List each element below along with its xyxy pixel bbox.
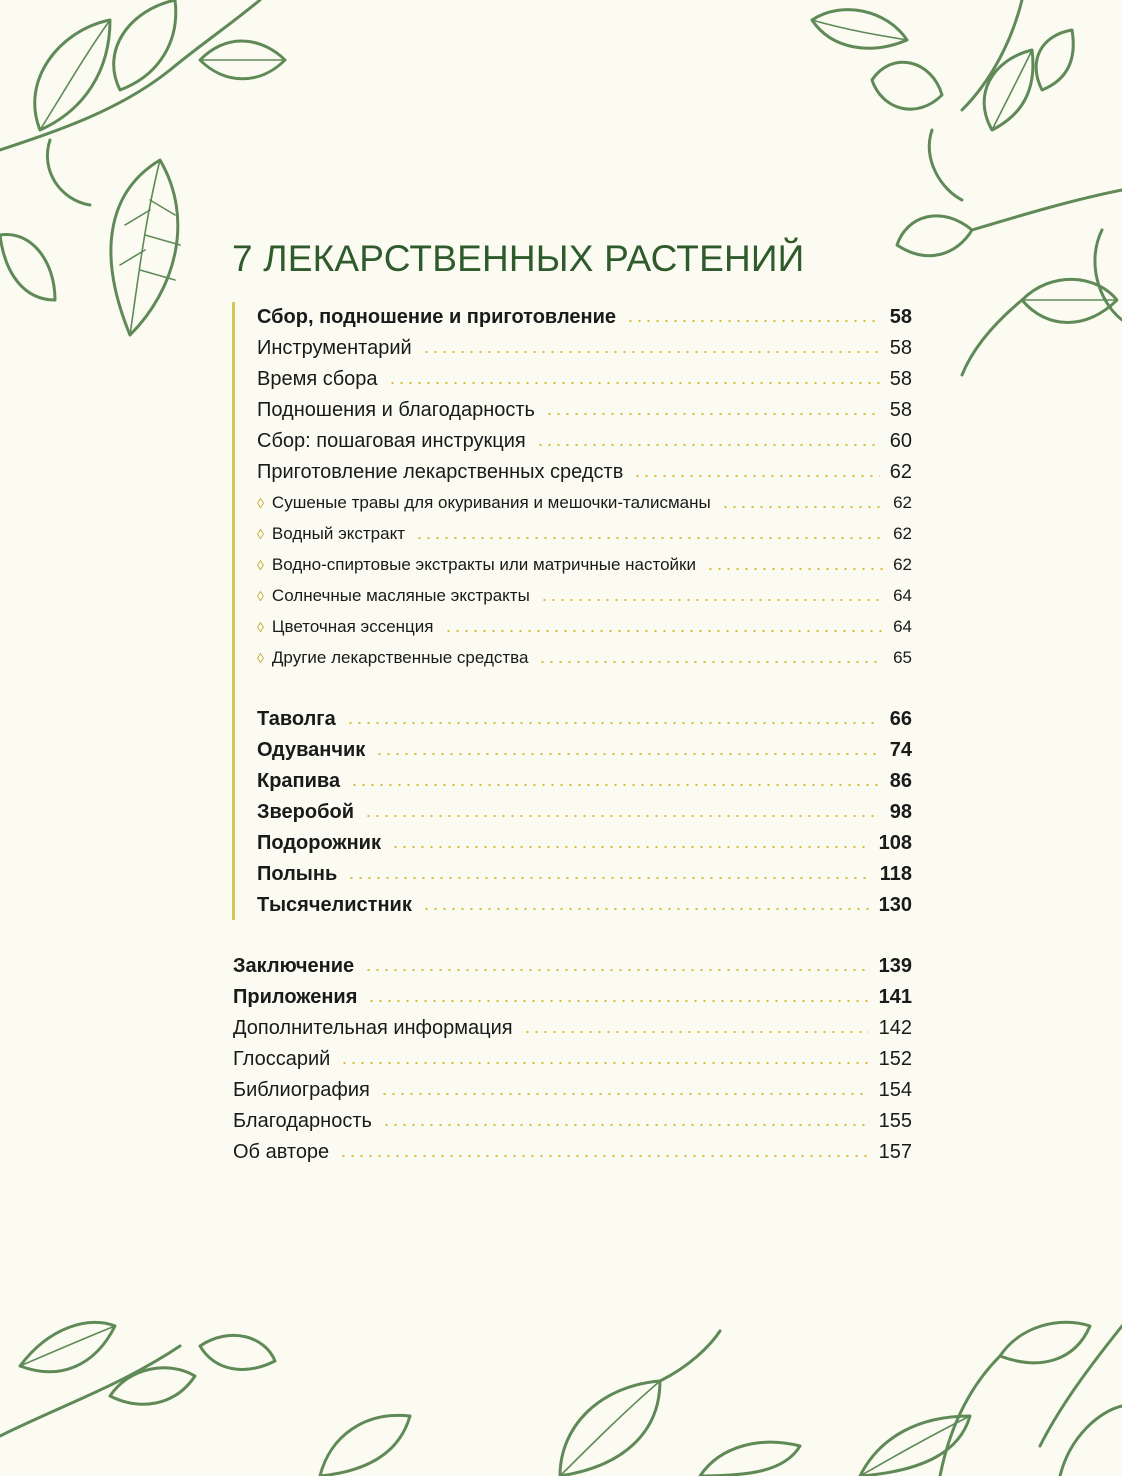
dot-leader [633,475,879,477]
toc-entry[interactable] [233,1075,912,1105]
toc-entry-label: Сушеные травы для окуривания и мешочки-талисманы [271,493,711,512]
dot-leader [364,815,880,817]
toc-entry-page: 130 [878,893,912,916]
toc-entry[interactable] [257,704,912,734]
toc-entry-page: 62 [893,555,912,574]
toc-entry-label: Полынь [257,862,338,885]
dot-leader [380,1093,869,1095]
toc-entry[interactable] [257,890,912,920]
dot-leader [375,753,879,755]
dot-leader [523,1031,869,1033]
toc-entry[interactable] [233,951,912,981]
toc-entry-page: 139 [878,954,912,977]
leaf-branch-bottom [0,1286,1122,1476]
toc-entry[interactable] [257,426,912,456]
toc-entry[interactable] [257,735,912,765]
leaf-branch-top-left [0,0,300,350]
dot-leader [545,413,880,415]
toc-subentry[interactable] [257,612,912,642]
toc-entry-label: Библиография [233,1078,370,1101]
toc-entry-label: Сбор, подношение и приготовление [257,305,617,328]
toc-entry-page: 62 [893,493,912,512]
toc-entry[interactable] [257,859,912,889]
toc-entry[interactable] [257,828,912,858]
toc-entry-page: 108 [878,831,912,854]
toc-entry-page: 62 [889,460,912,483]
diamond-bullet-icon: ◊ [257,495,264,511]
toc-entry-page: 152 [878,1047,912,1070]
toc-entry-page: 64 [893,586,912,605]
dot-leader [364,969,868,971]
toc-entry-label: Тысячелистник [257,893,412,916]
toc-entry[interactable] [257,395,912,425]
toc-entry-label: Заключение [233,954,355,977]
toc-entry-page: 86 [889,769,912,792]
toc-entry-page: 65 [893,648,912,667]
toc-entry-label: Крапива [257,769,341,792]
diamond-bullet-icon: ◊ [257,650,264,666]
toc-entry-page: 60 [889,429,912,452]
toc-entry-label: Время сбора [257,367,378,390]
dot-leader [415,537,883,539]
toc-subentry[interactable] [257,581,912,611]
toc-entry-label: Цветочная эссенция [271,617,434,636]
dot-leader [382,1124,869,1126]
diamond-bullet-icon: ◊ [257,557,264,573]
toc-subentry[interactable] [257,488,912,518]
toc-entry-label: Солнечные масляные экстракты [271,586,530,605]
toc-entry-label: Глоссарий [233,1047,331,1070]
toc-entry[interactable] [233,1106,912,1136]
diamond-bullet-icon: ◊ [257,619,264,635]
toc-entry-label: Приложения [233,985,358,1008]
toc-entry-label: Благодарность [233,1109,372,1132]
toc-entry[interactable] [257,797,912,827]
dot-leader [388,382,880,384]
toc-entry-label: Другие лекарственные средства [271,648,529,667]
toc-entry-page: 62 [893,524,912,543]
toc-entry-label: Приготовление лекарственных средств [257,460,624,483]
toc-entry[interactable] [257,302,912,332]
dot-leader [721,506,883,508]
toc-entry-label: Сбор: пошаговая инструкция [257,429,526,452]
dot-leader [391,846,869,848]
dot-leader [350,784,880,786]
dot-leader [422,908,869,910]
toc-entry-page: 118 [879,862,912,885]
toc-entry-page: 157 [878,1140,912,1163]
toc-entry[interactable] [257,766,912,796]
dot-leader [346,722,880,724]
dot-leader [339,1155,868,1157]
toc-subentry[interactable] [257,550,912,580]
toc-entry[interactable] [233,982,912,1012]
dot-leader [706,568,883,570]
toc-entry-page: 155 [878,1109,912,1132]
diamond-bullet-icon: ◊ [257,588,264,604]
dot-leader [444,630,884,632]
toc-entry-label: Подношения и благодарность [257,398,535,421]
toc-entry-page: 74 [889,738,912,761]
dot-leader [540,599,883,601]
dot-leader [536,444,880,446]
toc-entry-page: 64 [893,617,912,636]
toc-entry-page: 154 [878,1078,912,1101]
toc-entry-page: 98 [889,800,912,823]
toc-entry-page: 142 [878,1016,912,1039]
toc-entry-label: Водный экстракт [271,524,405,543]
toc-entry-label: Об авторе [233,1140,330,1163]
dot-leader [347,877,869,879]
dot-leader [422,351,880,353]
dot-leader [538,661,883,663]
toc-entry[interactable] [257,333,912,363]
toc-entry[interactable] [233,1137,912,1167]
toc-entry[interactable] [257,364,912,394]
toc-entry-page: 58 [889,398,912,421]
toc-entry-label: Водно-спиртовые экстракты или матричные настойки [271,555,696,574]
chapter-title: 7 ЛЕКАРСТВЕННЫХ РАСТЕНИЙ [232,238,805,279]
toc-entry-page: 58 [889,336,912,359]
toc-entry[interactable] [257,457,912,487]
toc-entry-label: Дополнительная информация [233,1016,513,1039]
toc-entry-label: Инструментарий [257,336,412,359]
dot-leader [340,1062,868,1064]
dot-leader [626,320,880,322]
toc-entry[interactable] [233,1044,912,1074]
diamond-bullet-icon: ◊ [257,526,264,542]
toc-entry-page: 141 [878,985,912,1008]
toc-entry-page: 66 [889,707,912,730]
section-accent-bar [232,302,235,920]
toc-entry-label: Зверобой [257,800,354,823]
toc-subentry[interactable] [257,643,912,673]
toc-entry-page: 58 [889,367,912,390]
toc-entry-label: Подорожник [257,831,381,854]
toc-entry[interactable] [233,1013,912,1043]
toc-entry-label: Одуванчик [257,738,366,761]
toc-subentry[interactable] [257,519,912,549]
toc-entry-page: 58 [889,305,912,328]
dot-leader [367,1000,868,1002]
toc-entry-label: Таволга [257,707,336,730]
